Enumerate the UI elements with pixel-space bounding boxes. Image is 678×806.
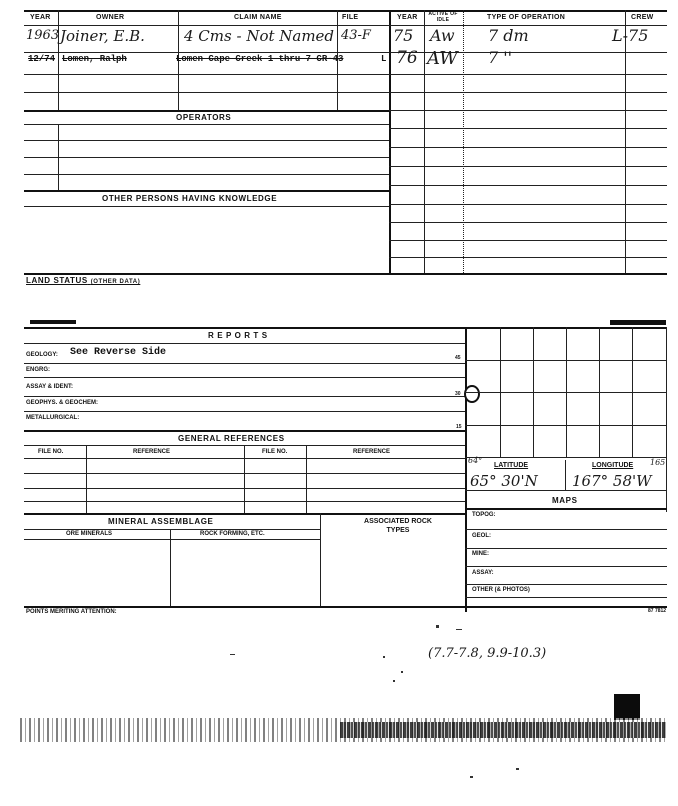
row2-claim: Lomen Cape Creek 1 thru 7 CR-43 (176, 54, 344, 64)
maps-mine-label: MINE: (472, 551, 489, 557)
row2-active: AW (427, 48, 458, 69)
header-file: FILE (342, 14, 359, 21)
row1-year-2: 75 (393, 26, 414, 45)
reference-header-2: REFERENCE (353, 449, 391, 455)
header-claim-name: CLAIM NAME (234, 14, 282, 21)
lon-degree-mark: 165 (650, 458, 666, 467)
engrg-label: ENGRG: (26, 367, 50, 373)
land-status-sublabel: (OTHER DATA) (90, 279, 141, 285)
other-persons-heading: OTHER PERSONS HAVING KNOWLEDGE (102, 194, 278, 203)
row2-type: 7 '' (488, 48, 513, 67)
maps-other-label: OTHER (& PHOTOS) (472, 587, 530, 593)
ore-minerals-header: ORE MINERALS (66, 531, 113, 537)
rock-forming-header: ROCK FORMING, ETC. (200, 531, 265, 537)
metallurgical-label: METALLURGICAL: (26, 415, 80, 421)
land-status-label: LAND STATUS (26, 276, 88, 285)
reports-title: R E P O R T S (208, 331, 268, 340)
land-status-heading (26, 276, 140, 285)
longitude-label: LONGITUDE (592, 462, 634, 469)
row1-type: 7 dm (488, 26, 529, 45)
general-references-title: GENERAL REFERENCES (178, 434, 285, 443)
file-no-header-2: FILE NO. (262, 449, 288, 455)
row2-file: L (381, 54, 387, 64)
mineral-assemblage-title: MINERAL ASSEMBLAGE (108, 517, 214, 526)
form-number: 87 7812 (648, 608, 667, 614)
lat-degree-mark: 64° (468, 456, 483, 465)
header-crew: CREW (631, 14, 654, 21)
reference-header: REFERENCE (133, 449, 171, 455)
assay-label: ASSAY & IDENT: (26, 384, 74, 390)
row1-crew: L-75 (612, 26, 649, 45)
row1-active: Aw (430, 26, 455, 45)
num-45: 45 (455, 355, 461, 361)
num-15: 15 (456, 424, 462, 430)
hole-punch-icon (464, 385, 480, 403)
maps-assay-label: ASSAY: (472, 570, 494, 576)
header-active-idle: ACTIVE OF IDLE (428, 11, 458, 23)
black-tab-mark (614, 694, 640, 720)
header-owner: OWNER (96, 14, 125, 21)
geology-value: See Reverse Side (70, 347, 167, 358)
row2-year: 12/74 (28, 54, 56, 64)
row1-owner: Joiner, E.B. (60, 27, 145, 45)
row2-year-2: 76 (396, 48, 418, 68)
header-year-2: YEAR (397, 14, 418, 21)
row1-file: 43-F (341, 28, 371, 43)
maps-topog-label: TOPOG: (472, 512, 496, 518)
operators-heading: OPERATORS (176, 113, 232, 122)
num-30: 30 (455, 391, 461, 397)
row1-year: 1963 (26, 28, 60, 43)
maps-title: MAPS (552, 496, 578, 505)
maps-geol-label: GEOL: (472, 533, 491, 539)
file-no-header: FILE NO. (38, 449, 64, 455)
header-type-of-operation: TYPE OF OPERATION (487, 14, 566, 21)
associated-rock-types: ASSOCIATED ROCK TYPES (364, 518, 432, 534)
row1-claim: 4 Cms - Not Named (184, 27, 335, 45)
latitude-label: LATITUDE (494, 462, 529, 469)
row2-owner: Lomen, Ralph (62, 54, 127, 64)
geophys-label: GEOPHYS. & GEOCHEM: (26, 400, 99, 406)
header-year: YEAR (30, 14, 51, 21)
geology-label: GEOLOGY: (26, 352, 58, 358)
points-meriting-attention: POINTS MERITING ATTENTION: (26, 609, 117, 615)
latitude-value: 65° 30'N (470, 472, 538, 490)
handwritten-note: (7.7-7.8, 9.9-10.3) (428, 646, 547, 661)
longitude-value: 167° 58'W (572, 472, 652, 490)
